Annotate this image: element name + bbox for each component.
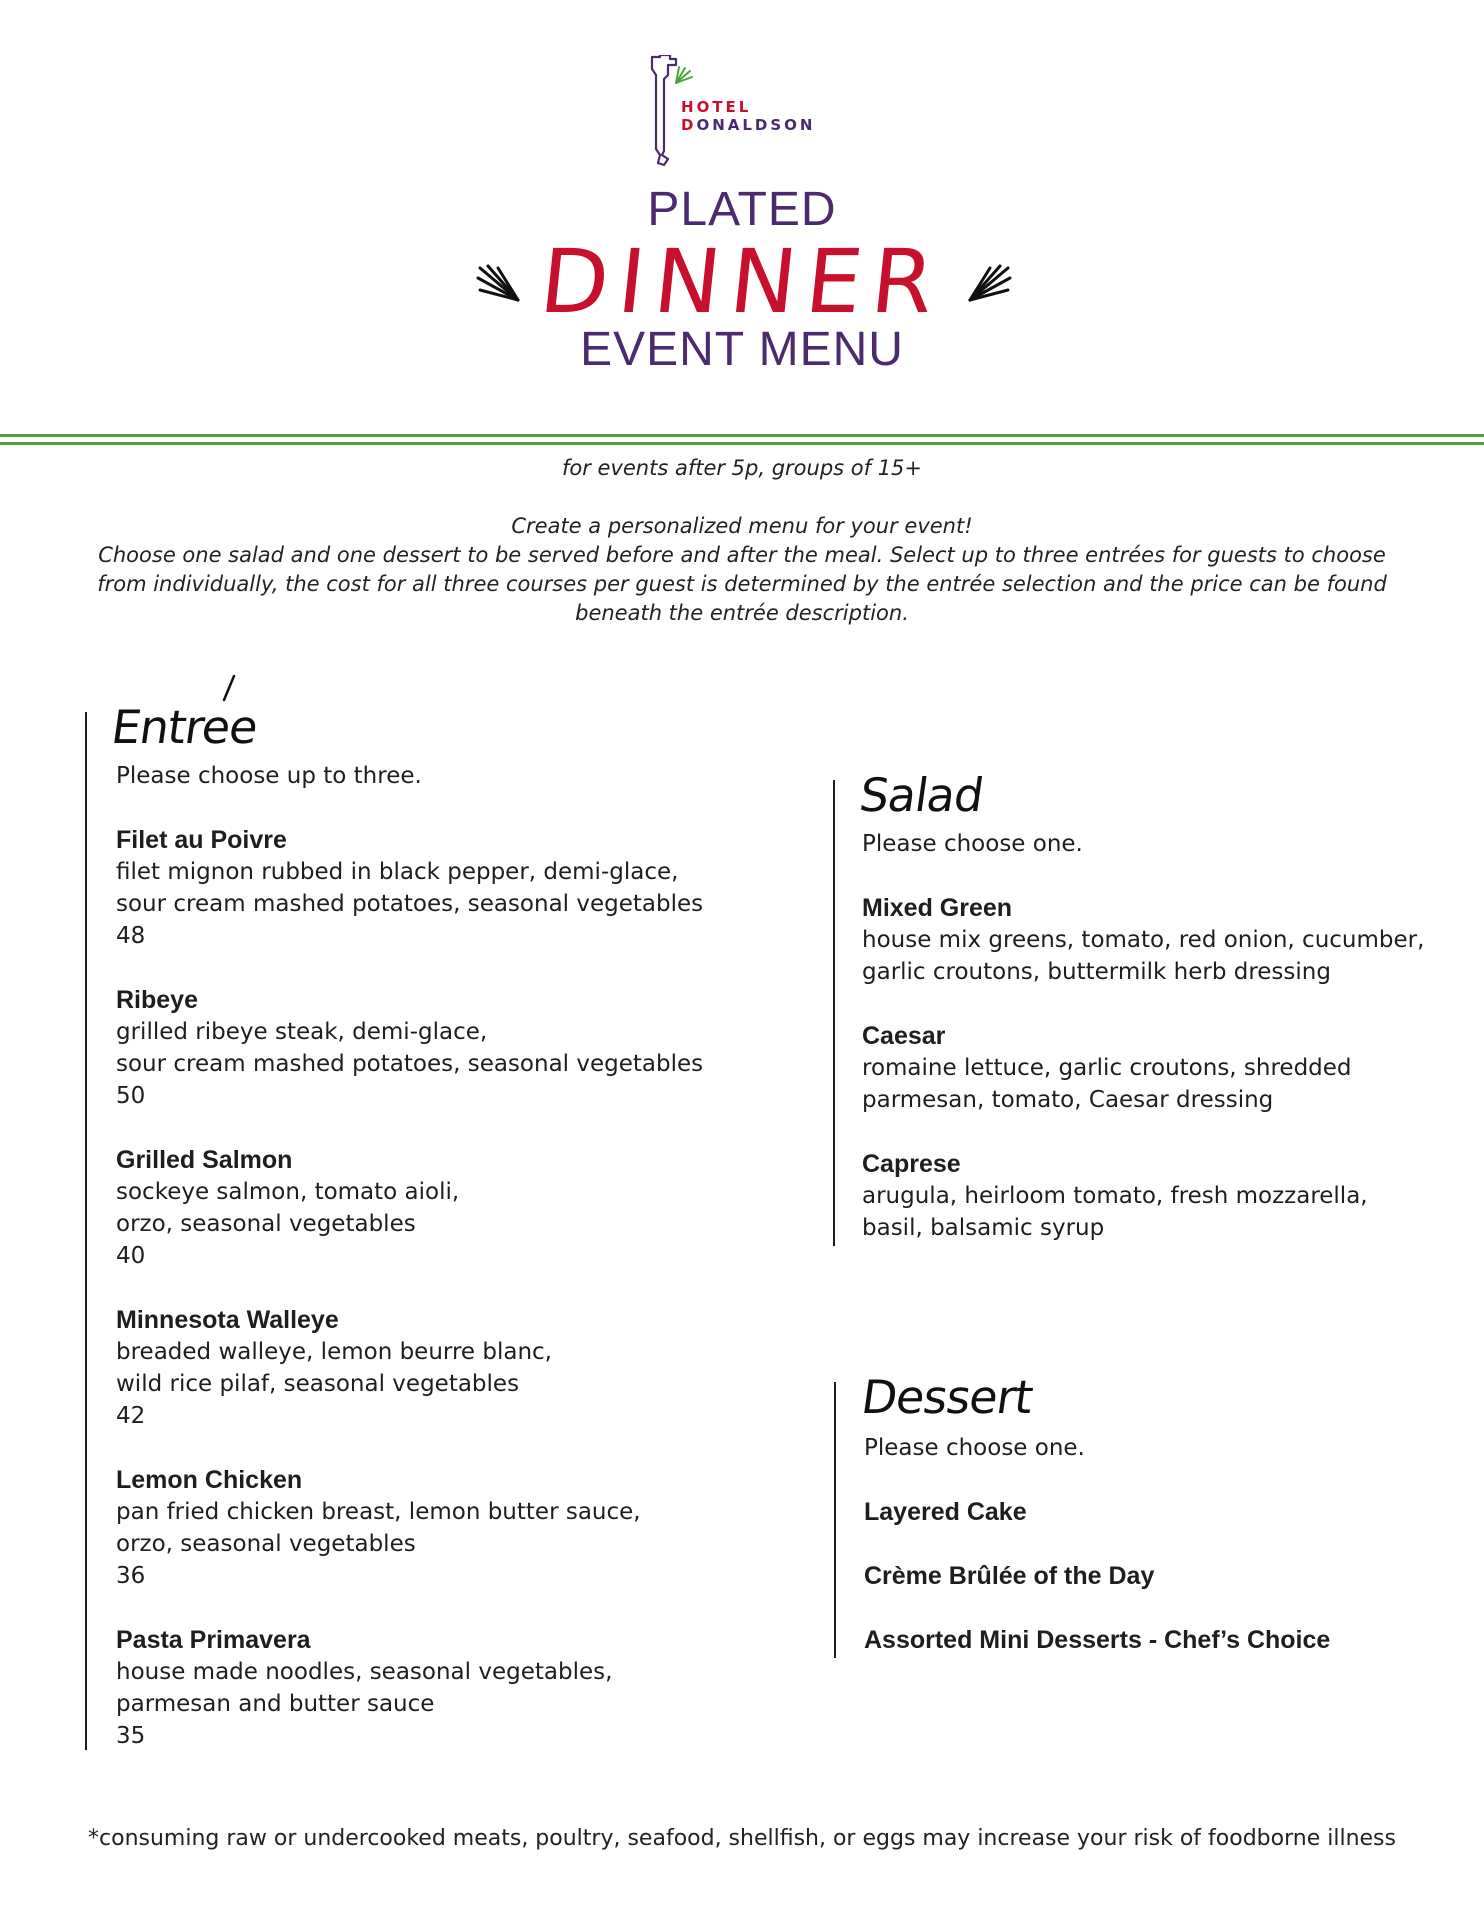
title-dinner: DINNER bbox=[535, 230, 949, 333]
divider-rule bbox=[0, 434, 1484, 446]
dessert-item bbox=[864, 1496, 1484, 1528]
dessert-instruction: Please choose one. bbox=[864, 1435, 1085, 1461]
intro-body-text: Choose one salad and one dessert to be served before and after the meal. Select up to three entrées for guests to choose from individually, the cost for all three courses per guest is determined by the entrée selection and the price can be found beneath the entrée description. bbox=[97, 543, 1387, 625]
entree-item bbox=[116, 1624, 736, 1752]
entree-item-name: Grilled Salmon bbox=[116, 1146, 293, 1174]
salad-item-name: Caprese bbox=[862, 1150, 961, 1178]
entree-instruction: Please choose up to three. bbox=[116, 763, 422, 789]
salad-item-name: Caesar bbox=[862, 1022, 946, 1050]
dessert-item-name: Crème Brûlée of the Day bbox=[864, 1562, 1155, 1590]
entree-item-price: 50 bbox=[116, 1083, 146, 1109]
dessert-item bbox=[864, 1624, 1484, 1656]
entree-item bbox=[116, 984, 736, 1112]
dessert-section bbox=[864, 1432, 1484, 1688]
title-plated: PLATED bbox=[647, 183, 837, 236]
salad-column-bar bbox=[833, 780, 835, 1246]
salad-item bbox=[862, 1020, 1482, 1116]
entree-item bbox=[116, 1304, 736, 1432]
entree-item-price: 40 bbox=[116, 1243, 146, 1269]
entree-item-name: Minnesota Walleye bbox=[116, 1306, 339, 1334]
salad-item-desc: house mix greens, tomato, red onion, cucumber, garlic croutons, buttermilk herb dressing bbox=[862, 927, 1425, 985]
dessert-item-name: Layered Cake bbox=[864, 1498, 1027, 1526]
entree-item-desc: breaded walleye, lemon beurre blanc, wild rice pilaf, seasonal vegetables bbox=[116, 1339, 552, 1397]
brand-line-2 bbox=[681, 116, 816, 134]
accent-mark-icon bbox=[222, 674, 236, 702]
salad-heading: Salad bbox=[856, 768, 987, 822]
entree-item-name: Filet au Poivre bbox=[116, 826, 287, 854]
entree-column-bar bbox=[85, 712, 87, 1750]
salad-item bbox=[862, 1148, 1482, 1244]
entree-item bbox=[116, 824, 736, 952]
entree-item-name: Ribeye bbox=[116, 986, 198, 1014]
entree-item-price: 48 bbox=[116, 923, 146, 949]
entree-heading: Entree bbox=[108, 700, 261, 754]
entree-item-price: 36 bbox=[116, 1563, 146, 1589]
entree-item-name: Lemon Chicken bbox=[116, 1466, 303, 1494]
salad-instruction: Please choose one. bbox=[862, 831, 1083, 857]
entree-item-desc: pan fried chicken breast, lemon butter sauce, orzo, seasonal vegetables bbox=[116, 1499, 641, 1557]
entree-item-desc: house made noodles, seasonal vegetables, parmesan and butter sauce bbox=[116, 1659, 613, 1717]
entree-list bbox=[116, 824, 736, 1752]
dessert-list bbox=[864, 1496, 1484, 1656]
dessert-column-bar bbox=[834, 1382, 836, 1658]
entree-item-price: 35 bbox=[116, 1723, 146, 1749]
intro-headline: Create a personalized menu for your event! bbox=[511, 514, 973, 538]
entree-item-desc: grilled ribeye steak, demi-glace, sour cream mashed potatoes, seasonal vegetables bbox=[116, 1019, 704, 1077]
salad-item bbox=[862, 892, 1482, 988]
entree-item bbox=[116, 1464, 736, 1592]
salad-item-desc: romaine lettuce, garlic croutons, shredded parmesan, tomato, Caesar dressing bbox=[862, 1055, 1352, 1113]
dessert-item-name: Assorted Mini Desserts - Chef’s Choice bbox=[864, 1626, 1331, 1654]
dessert-heading: Dessert bbox=[858, 1370, 1036, 1424]
dessert-item bbox=[864, 1560, 1484, 1592]
brand-line-1-text: HOTEL bbox=[681, 98, 752, 116]
entree-item-price: 42 bbox=[116, 1403, 146, 1429]
entree-item-desc: filet mignon rubbed in black pepper, demi-glace, sour cream mashed potatoes, seasonal vegetables bbox=[116, 859, 704, 917]
intro-note: for events after 5p, groups of 15+ bbox=[561, 456, 923, 480]
entree-section bbox=[116, 760, 736, 1784]
brand-line-1 bbox=[681, 98, 751, 116]
intro-block bbox=[90, 512, 1394, 628]
title-event-menu: EVENT MENU bbox=[580, 323, 904, 376]
brand-line-2-text: DONALDSON bbox=[681, 116, 816, 134]
salad-list bbox=[862, 892, 1482, 1244]
salad-section bbox=[862, 828, 1482, 1276]
burst-right-icon bbox=[966, 262, 1014, 306]
footnote: *consuming raw or undercooked meats, poultry, seafood, shellfish, or eggs may increase your risk of foodborne illness bbox=[88, 1826, 1396, 1851]
entree-item-name: Pasta Primavera bbox=[116, 1626, 311, 1654]
entree-item-desc: sockeye salmon, tomato aioli, orzo, seasonal vegetables bbox=[116, 1179, 460, 1237]
salad-item-name: Mixed Green bbox=[862, 894, 1013, 922]
salad-item-desc: arugula, heirloom tomato, fresh mozzarella, basil, balsamic syrup bbox=[862, 1183, 1368, 1241]
entree-item bbox=[116, 1144, 736, 1272]
